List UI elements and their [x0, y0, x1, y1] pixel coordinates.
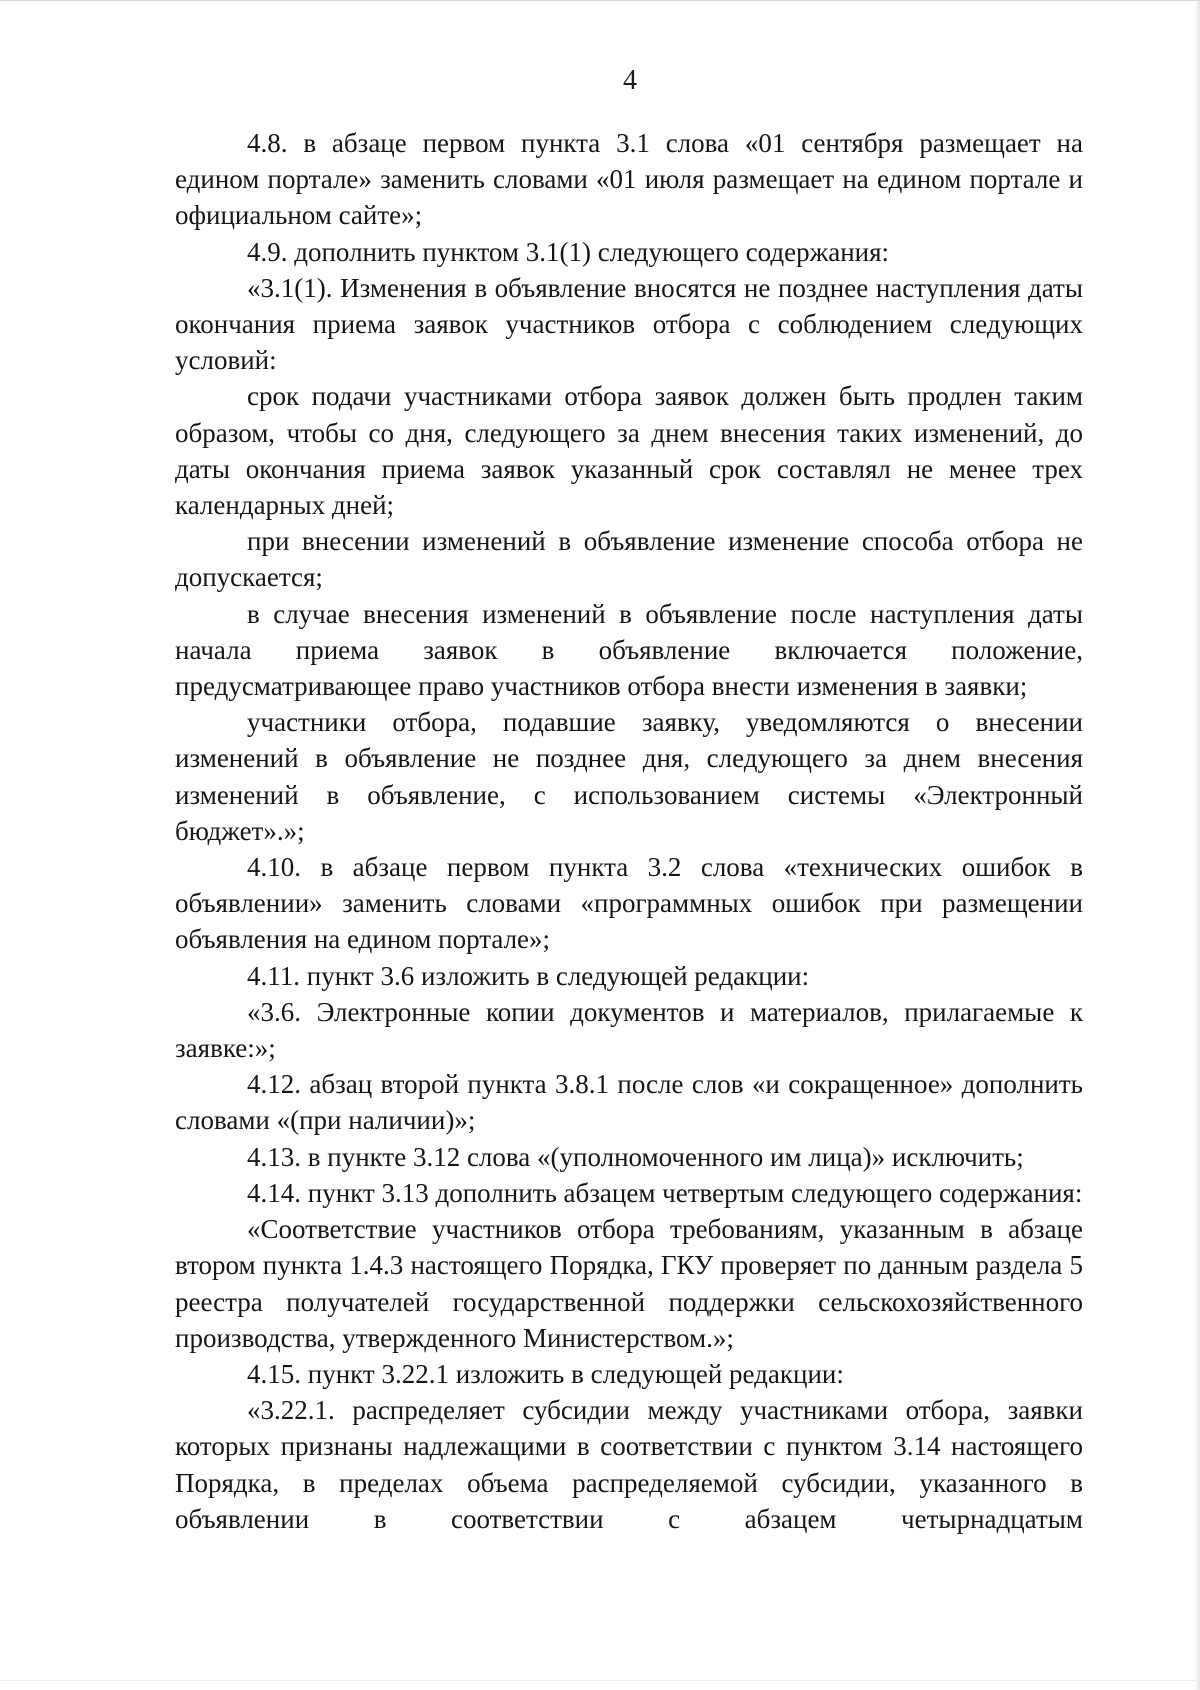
paragraph-3-22-1: «3.22.1. распределяет субсидии между участниками отбора, заявки которых признаны надлежащими в соответствии с пунктом 3.14 настоящего Порядка, в пределах объема распределяемой субсидии, указанного в объявлении в соответствии с абзацем четырнадцатым — [175, 1395, 1083, 1534]
paragraph-deadline-extension: срок подачи участниками отбора заявок должен быть продлен таким образом, чтобы со дня, следующего за днем внесения таких изменений, до даты окончания приема заявок указанный срок составлял не менее трех календарных дней; — [175, 381, 1083, 521]
paragraph-4-14: 4.14. пункт 3.13 дополнить абзацем четвертым следующего содержания: — [247, 1177, 1083, 1208]
paragraph-4-12: 4.12. абзац второй пункта 3.8.1 после слов «и сокращенное» дополнить словами «(при наличии)»; — [175, 1069, 1083, 1136]
paragraph-method-change: при внесении изменений в объявление изменение способа отбора не допускается; — [175, 526, 1083, 593]
paragraph-compliance: «Соответствие участников отбора требованиям, указанным в абзаце втором пункта 1.4.3 настоящего Порядка, ГКУ проверяет по данным раздела 5 реестра получателей государственной поддержки сельскохозяйственного производства, утвержденного Министерством.»; — [175, 1214, 1083, 1353]
paragraph-changes-after-start: в случае внесения изменений в объявление после наступления даты начала приема заявок в объявление включается положение, предусматривающее право участников отбора внести изменения в заявки; — [175, 598, 1083, 702]
paragraph-4-11: 4.11. пункт 3.6 изложить в следующей редакции: — [247, 960, 810, 991]
paragraph-3-1-1: «3.1(1). Изменения в объявление вносятся не позднее наступления даты окончания приема заявок участников отбора с соблюдением следующих условий: — [175, 272, 1083, 376]
scan-edge-shadow — [1194, 1, 1200, 1690]
scan-bottom-line — [0, 1680, 1200, 1681]
paragraph-3-6: «3.6. Электронные копии документов и материалов, прилагаемые к заявке:»; — [175, 996, 1083, 1064]
paragraph-4-9: 4.9. дополнить пунктом 3.1(1) следующего содержания: — [247, 236, 890, 267]
page-number: 4 — [623, 65, 637, 96]
paragraph-4-10: 4.10. в абзаце первом пункта 3.2 слова «технических ошибок в объявлении» заменить словами «программных ошибок при размещении объявления на едином портале»; — [175, 852, 1083, 955]
paragraph-4-13: 4.13. в пункте 3.12 слова «(уполномоченного им лица)» исключить; — [247, 1141, 1024, 1172]
paragraph-notification: участники отбора, подавшие заявку, уведомляются о внесении изменений в объявление не позднее дня, следующего за днем внесения изменений в объявление, с использованием системы «Электронный бюджет».»; — [175, 707, 1083, 846]
paragraph-4-15: 4.15. пункт 3.22.1 изложить в следующей редакции: — [247, 1358, 844, 1389]
paragraph-4-8: 4.8. в абзаце первом пункта 3.1 слова «01 сентября размещает на едином портале» заменить словами «01 июля размещает на едином портале и официальном сайте»; — [175, 128, 1083, 231]
document-body — [175, 125, 1083, 1537]
